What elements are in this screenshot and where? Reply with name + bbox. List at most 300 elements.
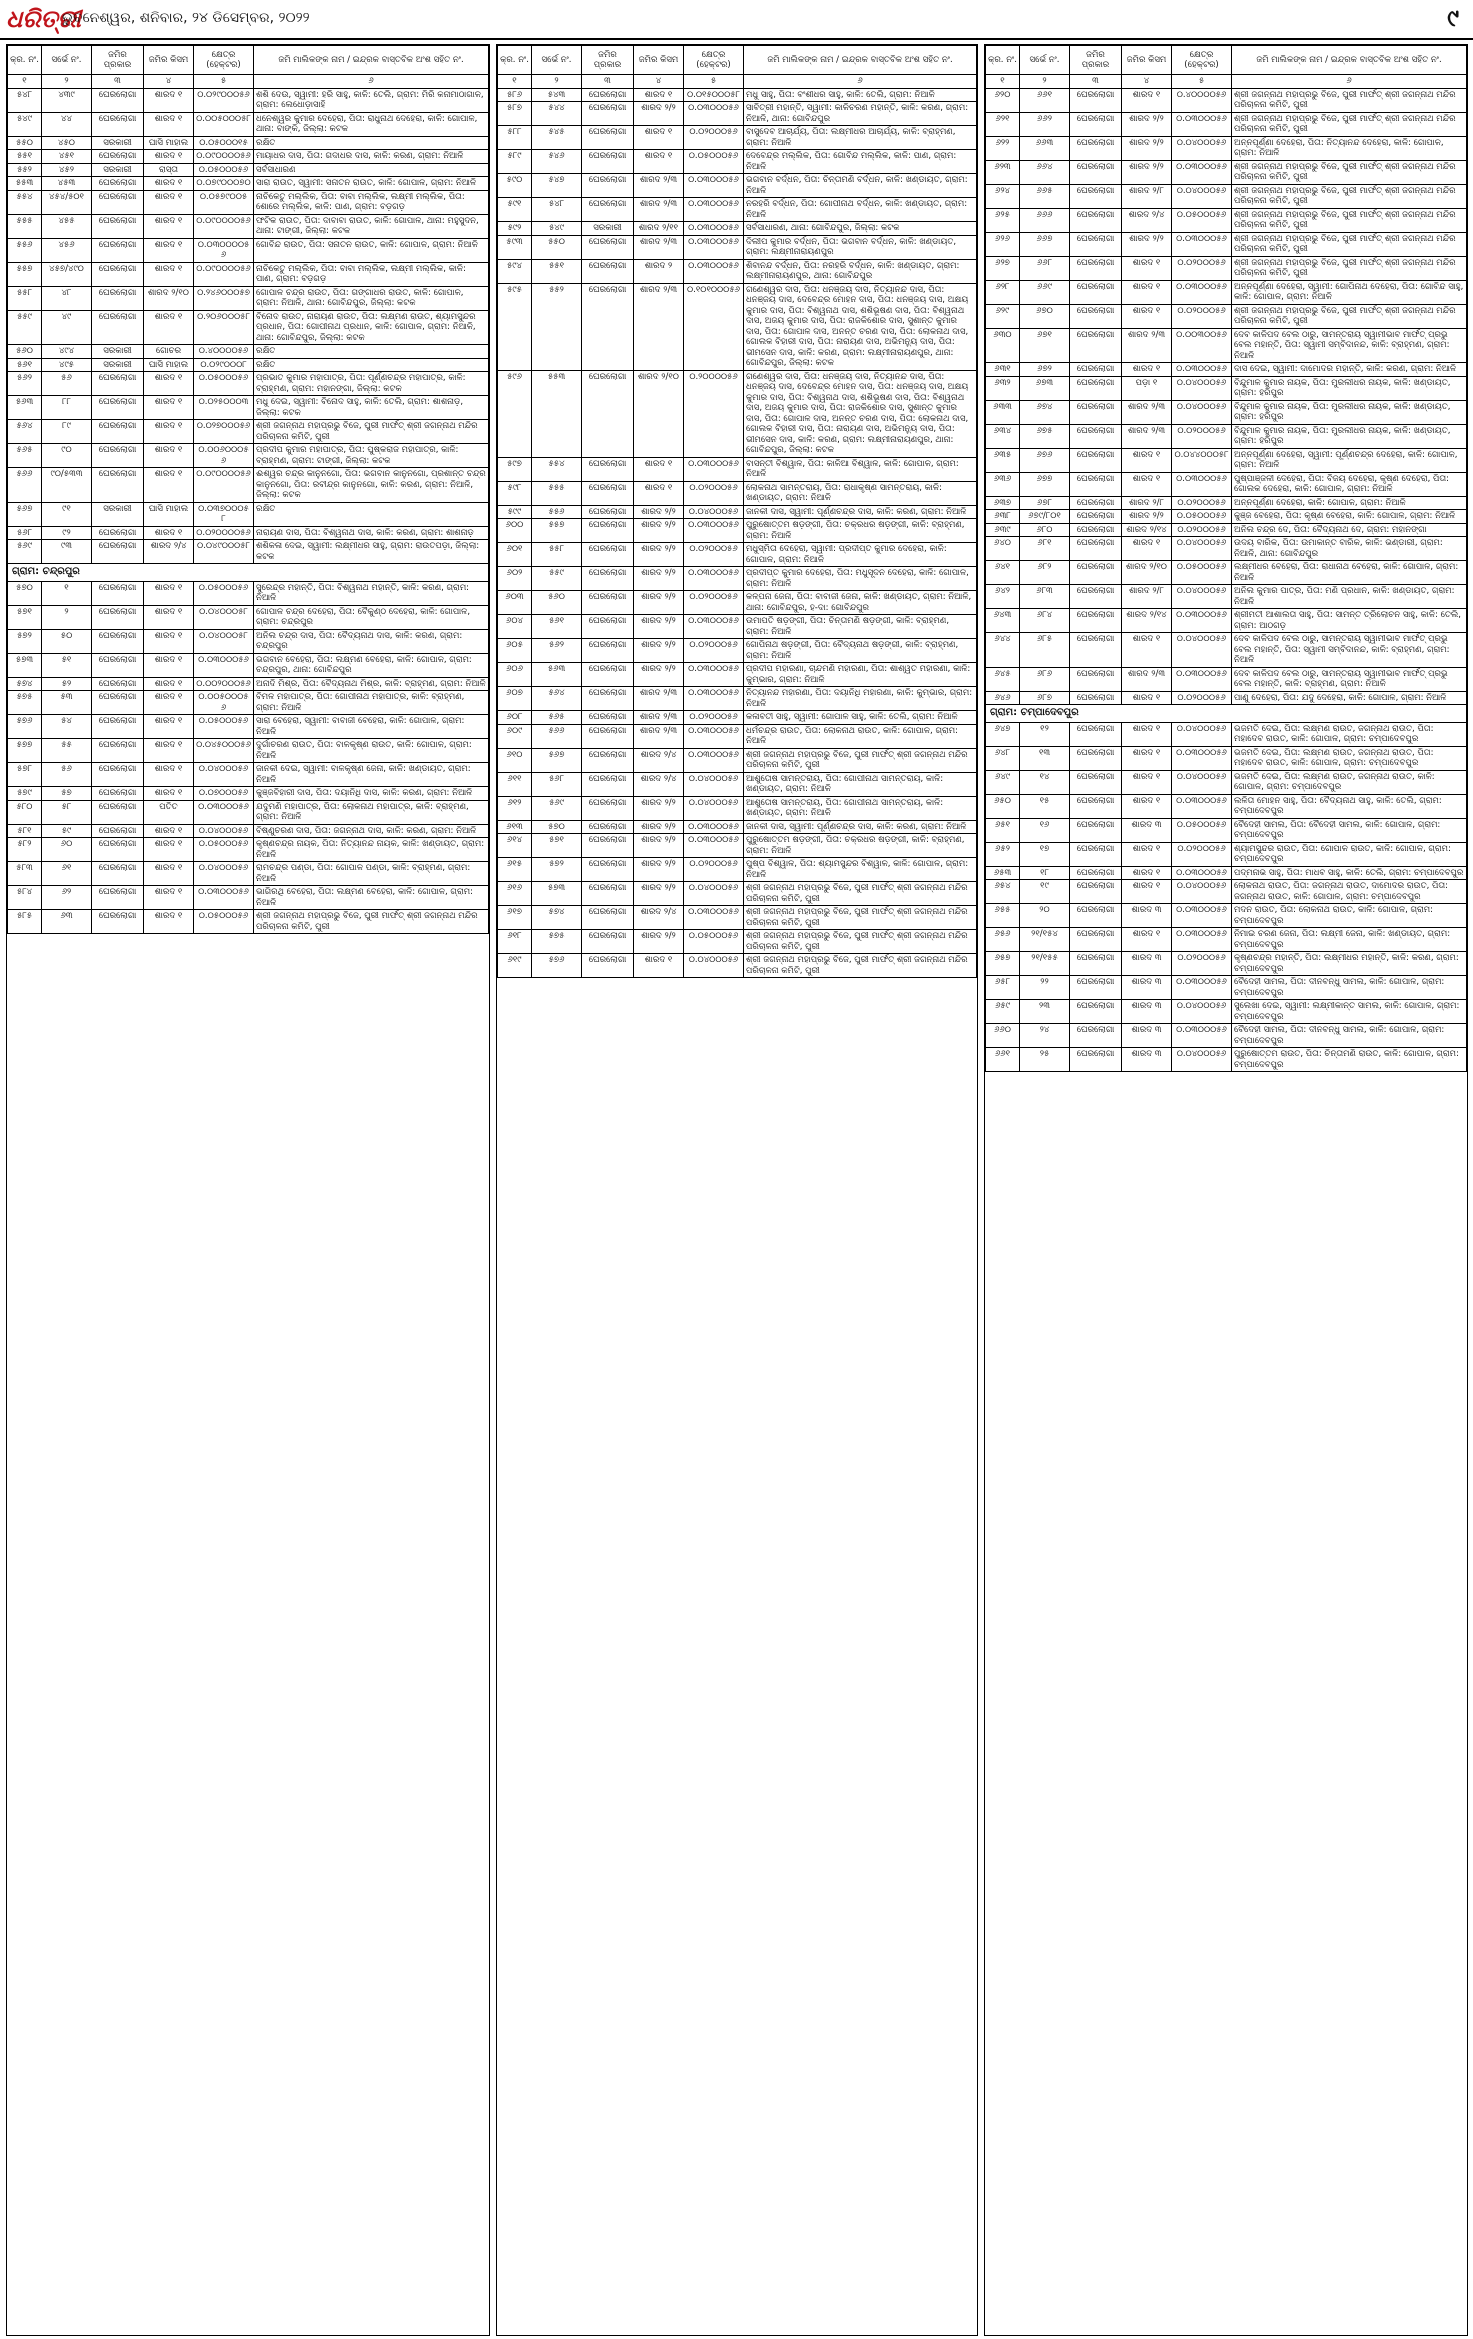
row-land-class: ଶାରଦ ୧ [144, 396, 194, 420]
row-land-type: ଘେରଲୋଗା [582, 954, 634, 978]
table-row [498, 748, 977, 772]
row-area: ୦.୪୦୦୦୦୫୬ [1172, 88, 1232, 112]
row-area: ୦.୦୩୦୦୦୫୬ [1172, 976, 1232, 1000]
row-plot: ୫୫୪ [532, 457, 582, 481]
row-owner: ଦେବ କାଳିପଦ ବେଲ ଠାରୁ, ସାମନ୍ତରାୟ ସ୍ୱାମୀଭାବ ମାର୍ଫତ୍ ପ୍ରଭୁ ବେଲ ମହାନ୍ତି, କାଳି: ବ୍ରାହ୍ମଣ, ଗ୍ରାମ: ନିଆଳି [1232, 667, 1467, 691]
row-land-class: ଶାରଦ ୨/୨ [634, 505, 684, 519]
row-owner: ଗୋପାଳ ଚନ୍ଦ୍ର ଦେହେରା, ପିତା: ବୈକୁଣ୍ଠ ଦେହେରା, କାଳି: ଗୋପାଳ, ଗ୍ରାମ: ଚନ୍ଦ୍ରପୁର [254, 605, 489, 629]
row-owner: ଆଶୁତୋଷ ସାମନ୍ତରାୟ, ପିତା: ଗୋପୀନାଥ ସାମନ୍ତରାୟ, କାଳି: ଖଣ୍ଡାୟତ, ଗ୍ରାମ: ନିଆଳି [744, 772, 977, 796]
table-row [498, 954, 977, 978]
row-land-type: ଘେରଲୋଗା [582, 235, 634, 259]
row-area: ୦.୦୩୭୦୦୦୫୮ [194, 502, 254, 526]
row-land-type: ଘେରଲୋଗା [582, 834, 634, 858]
row-area: ୦.୦୨୦୦୦୫୬ [684, 126, 744, 150]
table-row [986, 537, 1467, 561]
row-area: ୦.୦୫୦୦୦୫୬ [194, 838, 254, 862]
row-area: ୦.୦୩୦୦୦୫୬ [1172, 904, 1232, 928]
row-plot: ୫୦ [42, 629, 92, 653]
row-serial: ୬୧୧ [498, 772, 532, 796]
row-plot: ୫୬୮ [532, 772, 582, 796]
row-owner: ଧର୍ମଚନ୍ଦ୍ର ରାଉତ, ପିତା: ଲୋକନାଥ ରାଉତ, କାଳି: ଗୋପାଳ, ଗ୍ରାମ: ନିଆଳି [744, 724, 977, 748]
row-land-class: ଶାରଦ ୧ [144, 88, 194, 112]
row-serial: ୫୬୦ [8, 345, 42, 359]
row-plot: ୨୧/୧୫୪ [1020, 928, 1070, 952]
row-land-type: ଘେରଲୋଗା [1070, 1048, 1122, 1072]
column-3 [984, 44, 1468, 2336]
row-land-type: ଘେରଲୋଗା [582, 126, 634, 150]
row-owner: ପଦ୍ମନାଭ ସାହୁ, ପିତା: ମାଧବ ସାହୁ, କାଳି: ତେଲି, ଗ୍ରାମ: ଚମ୍ପାଦେବପୁର [1232, 866, 1467, 880]
row-serial: ୬୦୩ [498, 591, 532, 615]
table-row [8, 112, 489, 136]
row-owner: ପୁରୁଷୋତ୍ତମ ଷଡ଼ଙ୍ଗୀ, ପିତା: ଚକ୍ରଧର ଷଡ଼ଙ୍ଗୀ, କାଳି: ବ୍ରାହ୍ମଣ, ଗ୍ରାମ: ନିଆଳି [744, 834, 977, 858]
row-owner: ଜାନକୀ ଦାସ, ସ୍ୱାମୀ: ପୂର୍ଣ୍ଣଚନ୍ଦ୍ର ଦାସ, କାଳି: କରଣ, ଗ୍ରାମ: ନିଆଳି [744, 820, 977, 834]
row-land-class: ଶାରଦ ୧ [1122, 866, 1172, 880]
row-serial: ୫୮୪ [8, 886, 42, 910]
row-owner: ଦିଲୀପ କୁମାର ବର୍ଦ୍ଧନ, ପିତା: ଭଗବାନ ବର୍ଦ୍ଧନ, କାଳି: ଖଣ୍ଡାୟତ, ଗ୍ରାମ: ଲକ୍ଷ୍ମୀନାରାୟଣପୁର [744, 235, 977, 259]
row-land-class: ଶାରଦ ୨/୨ [1122, 112, 1172, 136]
row-land-class: ଶାରଦ ୧ [1122, 633, 1172, 668]
table-row [8, 910, 489, 934]
header-land-class: ଜମିର କିସମ [1122, 46, 1172, 75]
row-land-type: ଘେରଲୋଗା [1070, 472, 1122, 496]
row-land-class: ଶାରଦ ୧ [144, 763, 194, 787]
row-land-type: ଘେରଲୋଗା [1070, 904, 1122, 928]
row-owner: ନିତ୍ୟାନନ୍ଦ ମହାରଣା, ପିତା: ଦୟାନିଧି ମହାରଣା, କାଳି: କୁମ୍ଭାର, ଗ୍ରାମ: ନିଆଳି [744, 687, 977, 711]
row-serial: ୫୫୩ [8, 177, 42, 191]
village-heading-row [986, 705, 1467, 723]
row-plot: ୫୬୯ [532, 796, 582, 820]
row-serial: ୬୩୬ [986, 472, 1020, 496]
table-row [986, 866, 1467, 880]
row-plot: ୫୭୦ [532, 820, 582, 834]
row-plot: ୧୮ [1020, 866, 1070, 880]
table-row [986, 794, 1467, 818]
land-table [985, 45, 1467, 1072]
row-plot: ୫୪୬ [532, 150, 582, 174]
row-serial: ୬୫୨ [986, 842, 1020, 866]
table-row [986, 904, 1467, 928]
table-row [498, 796, 977, 820]
header-index: ୨ [532, 75, 582, 89]
row-area: ୦.୦୯୦୦୦୦୫୬ [194, 468, 254, 503]
row-serial: ୫୯୩ [498, 235, 532, 259]
row-owner: ନରହରି ବର୍ଦ୍ଧନ, ପିତା: ଗୋପୀନାଥ ବର୍ଦ୍ଧନ, କାଳି: ଖଣ୍ଡାୟତ, ଗ୍ରାମ: ନିଆଳି [744, 198, 977, 222]
header-sl: କ୍ର. ନଂ. [8, 46, 42, 75]
row-owner: ଅନିଲ ଚନ୍ଦ୍ର ଦାସ, ପିତା: ବୈଦ୍ୟନାଥ ଦାସ, କାଳି: କରଣ, ଗ୍ରାମ: ଚନ୍ଦ୍ରପୁର [254, 629, 489, 653]
table-row [498, 567, 977, 591]
row-area: ୦.୦୫୭୯୦୦୫ [194, 190, 254, 214]
row-land-type: ଘେରଲୋଗା [92, 605, 144, 629]
row-plot: ୫୪ [42, 715, 92, 739]
row-owner: ଅନିଲ କୁମାର ପାତ୍ର, ପିତା: ମଣି ପ୍ରଧାନ, କାଳି: ଖଣ୍ଡାୟତ, ଗ୍ରାମ: ନିଆଳି [1232, 585, 1467, 609]
row-land-class: ଶାରଦ ୧ [1122, 537, 1172, 561]
row-owner: ରକ୍ଷିତ [254, 345, 489, 359]
row-owner: ଅନାଦି ମିଶ୍ର, ପିତା: ବୈଦ୍ୟନାଥ ମିଶ୍ର, କାଳି: ବ୍ରାହ୍ମଣ, ଗ୍ରାମ: ନିଆଳି [254, 677, 489, 691]
row-land-class: ଶାରଦ ୧ [634, 88, 684, 102]
row-owner: ଶ୍ରୀ ଜଗନ୍ନାଥ ମହାପ୍ରଭୁ ବିଜେ, ପୁରୀ ମାର୍ଫତ୍ ଶ୍ରୀ ଜଗନ୍ନାଥ ମନ୍ଦିର ପରିଚାଳନା କମିଟି, ପୁରୀ [1232, 160, 1467, 184]
row-area: ୦.୦୨୯୦୦୦୫୬ [194, 88, 254, 112]
row-area: ୦.୦୩୦୦୦୫୬ [684, 615, 744, 639]
row-land-type: ଘେରଲୋଗା [92, 444, 144, 468]
row-owner: ପ୍ରଭାତ କୁମାର ମହାପାତ୍ର, ପିତା: ପୂର୍ଣ୍ଣଚନ୍ଦ୍ର ମହାପାତ୍ର, କାଳି: ବ୍ରାହ୍ମଣ, ଗ୍ରାମ: ମହାନଙ୍ଗା, ଜିଲ୍ଲା: କଟକ [254, 372, 489, 396]
row-owner: ବିନ୍ଦୁମାଳ କୁମାର ନାୟକ, ପିତା: ମୁରଲୀଧର ନାୟକ, କାଳି: ଖଣ୍ଡାୟତ, ଗ୍ରାମ: ହରିପୁର [1232, 400, 1467, 424]
row-land-class: ଶାରଦ ୧ [1122, 722, 1172, 746]
row-land-class: ଶାରଦ ୧ [1122, 770, 1172, 794]
row-serial: ୫୪୯ [8, 112, 42, 136]
row-plot: ୪୯ [42, 310, 92, 345]
row-owner: ପୁରୁଷୋତ୍ତମ ଷଡ଼ଙ୍ଗୀ, ପିତା: ଚକ୍ରଧର ଷଡ଼ଙ୍ଗୀ, କାଳି: ବ୍ରାହ୍ମଣ, ଗ୍ରାମ: ନିଆଳି [744, 519, 977, 543]
row-land-class: ଶାରଦ ୧ [1122, 746, 1172, 770]
row-land-type: ଘେରଲୋଗା [582, 198, 634, 222]
row-plot: ୪୫୫ [42, 214, 92, 238]
row-owner: ଶଶି ଦେଉ, ସ୍ୱାମୀ: ହରି ସାହୁ, କାଳି: ତେଲି, ଗ୍ରାମ: ମିରି କନାମାଠାଗାଳ, ଗ୍ରାମ: ଲେଧୋଡ଼ାସାହି [254, 88, 489, 112]
row-plot: ୫୩ [42, 691, 92, 715]
row-area: ୦.୦୪୦୦୦୫୬ [1172, 585, 1232, 609]
row-area: ୦.୦୪୪୦୦୦୫୮ [1172, 448, 1232, 472]
row-serial: ୫୮୧ [8, 824, 42, 838]
table-row [8, 468, 489, 503]
row-owner: ରକ୍ଷିତ [254, 358, 489, 372]
row-land-class: ଶାରଦ ୧ [144, 444, 194, 468]
row-serial: ୬୫୮ [986, 976, 1020, 1000]
row-land-class: ଗୋଚର [144, 345, 194, 359]
row-area: ୦.୦୦୬୦୦୦୫୬ [194, 444, 254, 468]
row-land-type: ଘେରଲୋଗା [1070, 184, 1122, 208]
row-area: ୦.୦୩୦୦୦୫୬ [684, 748, 744, 772]
table-row [498, 126, 977, 150]
row-area: ୦.୦୦୫୦୦୦୫୬ [194, 691, 254, 715]
row-land-class: ଶାରଦ ୨/୮ [1122, 585, 1172, 609]
row-serial: ୫୭୯ [8, 787, 42, 801]
row-land-class: ଶାରଦ ୧ [144, 605, 194, 629]
row-plot: ୧ [42, 581, 92, 605]
header-index: ୪ [634, 75, 684, 89]
row-plot: ୫୭ [42, 787, 92, 801]
row-land-class: ଶାରଦ ୨/୨ [634, 796, 684, 820]
row-owner: ଲୋକନାଥ ରାଉତ, ପିତା: ଜଗନ୍ନାଥ ରାଉତ, ଦାମୋଦର ରାଉତ, ପିତା: ଜଗନ୍ନାଥ ରାଉତ, କାଳି: ଗୋପାଳ, ଗ୍ରାମ: ଚମ୍ପାଦେବପୁର [1232, 880, 1467, 904]
row-owner: ଜାନକୀ ଦେଇ, ସ୍ୱାମୀ: ବାଳକୃଷ୍ଣ ଜେନା, କାଳି: ଖଣ୍ଡାୟତ, ଗ୍ରାମ: ନିଆଳି [254, 763, 489, 787]
header-index: ୧ [498, 75, 532, 89]
row-area: ୦.୦୩୦୦୦୫୬ [684, 567, 744, 591]
row-plot: ୪୫୧ [42, 150, 92, 164]
land-table [7, 45, 489, 934]
row-plot: ୨୫ [1020, 1048, 1070, 1072]
row-land-type: ଘେରଲୋଗା [1070, 537, 1122, 561]
row-land-class: ଶାରଦ ୨/୨ [634, 834, 684, 858]
table-row [498, 259, 977, 283]
row-land-type: ଘେରଲୋଗା [92, 677, 144, 691]
row-land-type: ଘେରଲୋଗା [582, 930, 634, 954]
row-land-class: ଶାରଦ ୨/୩ [634, 711, 684, 725]
row-plot: ୫୫୧ [532, 259, 582, 283]
row-serial: ୫୮୨ [8, 838, 42, 862]
row-serial: ୬୨୫ [986, 208, 1020, 232]
row-owner: ଗଣେଶ୍ୱର ଦାସ, ପିତା: ଧନଞ୍ଜୟ ଦାସ, ନିତ୍ୟାନନ୍ଦ ଦାସ, ପିତା: ଧନଞ୍ଜୟ ଦାସ, ଦେବେନ୍ଦ୍ର ମୋହନ ଦାସ, ପିତା: ଧନଞ୍ଜୟ ଦାସ, ଅକ୍ଷୟ କୁମାର ଦାସ, ପିତା: ବିଶ୍ୱନାଥ ଦାସ, ଶଶିଭୂଷଣ ଦାସ, ପିତା: ବିଶ୍ୱନାଥ ଦାସ, ଅଜୟ କୁମାର ଦାସ, ପିତା: ରାଜକିଶୋର ଦାସ, ସୁଶାନ୍ତ କୁମାର ଦାସ, ପିତା: ଗୋପାଳ ଦାସ, ଅନନ୍ତ ଚରଣ ଦାସ, ପିତା: ଲୋକନାଥ ଦାସ, ଗୋଲକ ବିହାରୀ ଦାସ, ପିତା: ନାରାୟଣ ଦାସ, ଅଭିମନ୍ୟୁ ଦାସ, ପିତା: ଭୀମସେନ ଦାସ, କାଳି: କରଣ, ଗ୍ରାମ: ଲକ୍ଷ୍ମୀନାରାୟଣପୁର, ଥାନା: ଗୋବିନ୍ଦପୁର, ଜିଲ୍ଲା: କଟକ [744, 283, 977, 370]
header-index: ୧ [8, 75, 42, 89]
row-owner: ଦାସ ଦେଇ, ସ୍ୱାମୀ: ଦାମୋଦର ମହାନ୍ତି, କାଳି: କରଣ, ଗ୍ରାମ: ନିଆଳି [1232, 363, 1467, 377]
row-plot: ୯୧ [42, 502, 92, 526]
table-row [986, 304, 1467, 328]
row-serial: ୫୭୪ [8, 677, 42, 691]
row-owner: ଶ୍ରୀ ଜଗନ୍ନାଥ ମହାପ୍ରଭୁ ବିଜେ, ପୁରୀ ମାର୍ଫତ୍ ଶ୍ରୀ ଜଗନ୍ନାଥ ମନ୍ଦିର ପରିଚାଳନା କମିଟି, ପୁରୀ [1232, 208, 1467, 232]
row-serial: ୬୨୮ [986, 280, 1020, 304]
row-land-class: ଶାରଦ ୩ [1122, 952, 1172, 976]
row-plot: ୬୮୨ [1020, 561, 1070, 585]
row-land-class: ଶାରଦ ୨/୨ [1122, 232, 1172, 256]
row-land-class: ଶାରଦ ୨/୪ [634, 772, 684, 796]
row-serial: ୫୬୭ [8, 502, 42, 526]
row-serial: ୬୦୭ [498, 687, 532, 711]
row-serial: ୬୨୩ [986, 160, 1020, 184]
row-land-type: ଘେରଲୋଗା [582, 259, 634, 283]
row-area: ୦.୦୩୦୦୦୫୬ [1172, 280, 1232, 304]
row-serial: ୬୩୪ [986, 424, 1020, 448]
row-serial: ୬୫୪ [986, 880, 1020, 904]
row-land-type: ଘେରଲୋଗା [92, 150, 144, 164]
table-row [986, 328, 1467, 363]
row-area: ୦.୦୨୦୦୦୦୫୬ [194, 526, 254, 540]
row-owner: ବିଷ୍ଣୁଚରଣ ଦାସ, ପିତା: ଜଗନ୍ନାଥ ଦାସ, କାଳି: କରଣ, ଗ୍ରାମ: ନିଆଳି [254, 824, 489, 838]
table-row [986, 561, 1467, 585]
row-area: ୦.୦୩୦୦୦୫୬ [684, 724, 744, 748]
row-serial: ୫୮୦ [8, 800, 42, 824]
row-plot: ୬୮୩ [1020, 585, 1070, 609]
header-index: ୩ [1070, 75, 1122, 89]
row-area: ୦.୦୪୦୦୦୫୬ [684, 954, 744, 978]
row-plot: ୪୫୩ [42, 177, 92, 191]
table-row [498, 882, 977, 906]
row-land-type: ସରକାରୀ [92, 345, 144, 359]
row-land-class: ଶାରଦ ୧ [634, 457, 684, 481]
row-area: ୦.୦୩୦୦୦୫୬ [1172, 160, 1232, 184]
row-owner: ସାରା ବେହେରା, ସ୍ୱାମୀ: ବାବାଜୀ ବେହେରା, କାଳି: ଗୋପାଳ, ଗ୍ରାମ: ନିଆଳି [254, 715, 489, 739]
row-area: ୦.୦୨୦୦୦୫୬ [684, 858, 744, 882]
row-land-type: ଘେରଲୋଗା [582, 591, 634, 615]
row-land-type: ଘେରଲୋଗା [582, 639, 634, 663]
row-serial: ୫୫୨ [8, 163, 42, 177]
row-serial: ୬୦୬ [498, 663, 532, 687]
row-land-class: ଶାରଦ ୧ [1122, 691, 1172, 705]
row-land-type: ଘେରଲୋଗା [1070, 510, 1122, 524]
row-plot: ୪୯୪ [42, 345, 92, 359]
row-plot: ୯୦ [42, 444, 92, 468]
row-area: ୦.୦୪୫୦୦୦୫୬ [194, 739, 254, 763]
row-plot: ୫୬ [42, 763, 92, 787]
row-area: ୦.୦୩୦୦୦୫୬ [194, 800, 254, 824]
row-land-class: ଶାରଦ ୨/୨ [634, 858, 684, 882]
row-area: ୦.୦୫୦୦୦୫୬ [684, 150, 744, 174]
row-serial: ୫୮୮ [498, 126, 532, 150]
row-plot: ୬୮୦ [1020, 523, 1070, 537]
row-plot: ୬୦ [42, 838, 92, 862]
column-1 [6, 44, 490, 2336]
row-owner: ସର୍ବସାଧାରଣ, ଥାନା: ଗୋବିନ୍ଦପୁର, ଜିଲ୍ଲା: କଟକ [744, 222, 977, 236]
row-serial: ୬୩୩ [986, 400, 1020, 424]
row-plot: ୪୩୯ [42, 88, 92, 112]
row-land-type: ଘେରଲୋଗା [92, 800, 144, 824]
row-serial: ୫୪୮ [8, 88, 42, 112]
row-serial: ୫୬୫ [8, 444, 42, 468]
row-land-type: ଘେରଲୋଗା [1070, 448, 1122, 472]
row-plot: ୬୬୭ [1020, 232, 1070, 256]
row-land-type: ଘେରଲୋଗା [92, 715, 144, 739]
row-area: ୦.୦୪୦୦୦୫୬ [1172, 376, 1232, 400]
row-land-class: ଶାରଦ ୧ [1122, 363, 1172, 377]
row-area: ୦.୦୪୦୦୦୫୬ [1172, 633, 1232, 668]
row-plot: ୬୬୯ [1020, 280, 1070, 304]
row-plot: ୬୭୨ [1020, 363, 1070, 377]
table-row [8, 310, 489, 345]
row-owner: ଈଶ୍ୱର ଚନ୍ଦ୍ର କାନୁନଗୋ, ପିତା: ଭଗବାନ କାନୁନଗୋ, ପ୍ରଶାନ୍ତ ଚନ୍ଦ୍ର କାନୁନଗୋ, ପିତା: ରବୀନ୍ଦ୍ର କାନୁନଗୋ, କାଳି: କରଣ, ଗ୍ରାମ: ନିଆଳି, ଜିଲ୍ଲା: କଟକ [254, 468, 489, 503]
table-row [986, 1000, 1467, 1024]
page-number: ୯ [1447, 4, 1459, 32]
row-plot: ୫୪୮ [532, 198, 582, 222]
row-plot: ୨୨ [1020, 976, 1070, 1000]
row-area: ୦.୦୩୦୦୦୫୬ [1172, 928, 1232, 952]
row-land-type: ଘେରଲୋଗା [582, 481, 634, 505]
row-land-class: ଶାରଦ ୧ [1122, 256, 1172, 280]
row-area: ୦.୦୨୦୦୦୫୬ [684, 481, 744, 505]
row-land-type: ଘେରଲୋଗା [92, 739, 144, 763]
row-plot: ୧୬ [1020, 818, 1070, 842]
table-row [986, 842, 1467, 866]
row-land-class: ଶାରଦ ୧ [1122, 842, 1172, 866]
row-area: ୦.୦୨୦୦୦୫୬ [1172, 304, 1232, 328]
row-land-type: ଘେରଲୋଗା [1070, 1000, 1122, 1024]
row-area: ୦.୦୫୦୦୦୫୬ [194, 372, 254, 396]
row-owner: ଗୋପାଳ ଚନ୍ଦ୍ର ରାଉତ, ପିତା: ଗଙ୍ଗାଧର ରାଉତ, କାଳି: ଗୋପାଳ, ଗ୍ରାମ: ନିଆଳି, ଥାନା: ଗୋବିନ୍ଦପୁର, ଜିଲ୍ଲା: କଟକ [254, 286, 489, 310]
row-plot: ୯୦/୫୩୩ [42, 468, 92, 503]
row-plot: ୨୪ [1020, 1024, 1070, 1048]
row-land-class: ପଡ଼ା ୧ [1122, 376, 1172, 400]
row-plot: ୬୭୬ [1020, 448, 1070, 472]
table-row [986, 472, 1467, 496]
row-land-class: ଶାରଦ ୧ [144, 190, 194, 214]
row-land-class: ଶାରଦ ୨/୨ [634, 639, 684, 663]
row-serial: ୬୫୬ [986, 928, 1020, 952]
row-serial: ୬୨୨ [986, 136, 1020, 160]
row-serial: ୬୨୭ [986, 256, 1020, 280]
row-serial: ୬୦୧ [498, 543, 532, 567]
row-land-type: ଘେରଲୋଗା [582, 370, 634, 457]
row-land-type: ଘେରଲୋଗା [582, 748, 634, 772]
row-area: ୦.୦୪୯୦୦୦୫୮ [194, 540, 254, 564]
row-area: ୦.୦୩୦୦୦୫୬ [1172, 866, 1232, 880]
row-serial: ୬୫୩ [986, 866, 1020, 880]
row-owner: ପ୍ରଦୀପ ମହାରଣା, ଚାନ୍ଦମଣି ମହାରଣା, ପିତା: ଶାଶ୍ୱତ ମହାରଣା, କାଳି: କୁମ୍ଭାର, ଗ୍ରାମ: ନିଆଳି [744, 663, 977, 687]
row-area: ୦.୦୩୦୦୦୫୬ [1172, 667, 1232, 691]
row-land-class: ଶାରଦ ୨/୪ [1122, 208, 1172, 232]
row-land-type: ଘେରଲୋଗା [582, 519, 634, 543]
row-serial: ୫୯୬ [498, 370, 532, 457]
row-plot: ୬୬୨ [1020, 112, 1070, 136]
row-plot: ୬୭୯/୮୦୧ [1020, 510, 1070, 524]
row-land-class: ଶାରଦ ୨/୩ [1122, 400, 1172, 424]
row-serial: ୬୦୫ [498, 639, 532, 663]
row-serial: ୬୪୮ [986, 746, 1020, 770]
row-plot: ୬୬୮ [1020, 256, 1070, 280]
row-land-type: ସରକାରୀ [92, 136, 144, 150]
row-serial: ୫୬୯ [8, 540, 42, 564]
row-owner: କଳ୍ପନା ଜେନା, ପିତା: ବାବାଜୀ ଜେନା, କାଳି: ଖଣ୍ଡାୟତ, ଗ୍ରାମ: ନିଆଳି, ଥାନା: ଗୋବିନ୍ଦପୁର, ହ-ଦା: ଗୋବିନ୍ଦପୁର [744, 591, 977, 615]
row-area: ୦.୦୩୦୦୦୫୬ [684, 174, 744, 198]
row-plot: ୨ [42, 605, 92, 629]
row-owner: ଶ୍ରୀ ଜଗନ୍ନାଥ ମହାପ୍ରଭୁ ବିଜେ, ପୁରୀ ମାର୍ଫତ୍ ଶ୍ରୀ ଜଗନ୍ନାଥ ମନ୍ଦିର ପରିଚାଳନା କମିଟି, ପୁରୀ [744, 748, 977, 772]
table-row [8, 444, 489, 468]
row-land-class: ଶାରଦ ୧ [144, 677, 194, 691]
row-serial: ୫୫୫ [8, 214, 42, 238]
table-row [498, 88, 977, 102]
row-serial: ୫୭୫ [8, 691, 42, 715]
row-land-class: ଶାରଦ ୧ [1122, 448, 1172, 472]
row-plot: ୫୪୫ [532, 126, 582, 150]
header-sl: କ୍ର. ନଂ. [986, 46, 1020, 75]
row-serial: ୬୪୪ [986, 633, 1020, 668]
row-owner: ଅନ୍ନପୂର୍ଣ୍ଣା ଦେହେରା, କାଳି: ଗୋପାଳ, ଗ୍ରାମ: ନିଆଳି [1232, 496, 1467, 510]
row-serial: ୬୩୦ [986, 328, 1020, 363]
row-serial: ୬୨୧ [986, 112, 1020, 136]
table-row [986, 496, 1467, 510]
row-land-type: ଘେରଲୋଗା [92, 262, 144, 286]
row-land-type: ଘେରଲୋଗା [1070, 523, 1122, 537]
row-owner: ବୈଦେହୀ ସାମଲ, ପିତା: ଦୀନବନ୍ଧୁ ସାମଲ, କାଳି: ଗୋପାଳ, ଗ୍ରାମ: ଚମ୍ପାଦେବପୁର [1232, 976, 1467, 1000]
row-land-class: ଶାରଦ ୨/୩ [1122, 667, 1172, 691]
row-owner: ଫଟିକ ରାଉତ, ପିତା: ଦାବାବା ରାଉତ, କାଳି: ଗୋପାଳ, ଥାନା: ମହୁସୁଦନ, ଥାନା: ଟାଙ୍ଗୀ, ଜିଲ୍ଲା: କଟକ [254, 214, 489, 238]
row-land-class: ଶାରଦ ୩ [1122, 1048, 1172, 1072]
row-land-type: ଘେରଲୋଗା [582, 102, 634, 126]
row-land-class: ଶାରଦ ୧ [144, 787, 194, 801]
row-plot: ୫୬ [42, 372, 92, 396]
table-row [986, 1024, 1467, 1048]
row-plot: ୬୬୫ [1020, 184, 1070, 208]
row-owner: ଶ୍ରୀ ଜଗନ୍ନାଥ ମହାପ୍ରଭୁ ବିଜେ, ପୁରୀ ମାର୍ଫତ୍ ଶ୍ରୀ ଜଗନ୍ନାଥ ମନ୍ଦିର ପରିଚାଳନା କମିଟି, ପୁରୀ [744, 954, 977, 978]
row-owner: ଅନ୍ନପୂର୍ଣ୍ଣା ଦେହେରା, ସ୍ୱାମୀ: ପୂର୍ଣ୍ଣଚନ୍ଦ୍ର ଦେହେରା, କାଳି: ଗୋପାଳ, ଗ୍ରାମ: ନିଆଳି [1232, 448, 1467, 472]
row-serial: ୫୬୨ [8, 372, 42, 396]
table-row [986, 232, 1467, 256]
row-land-class: ଶାରଦ ୨/୨ [1122, 136, 1172, 160]
village-heading-row [8, 564, 489, 582]
row-owner: ଜାନକୀ ଦାସ, ସ୍ୱାମୀ: ପୂର୍ଣ୍ଣଚନ୍ଦ୍ର ଦାସ, କାଳି: କରଣ, ଗ୍ରାମ: ନିଆଳି [744, 505, 977, 519]
row-land-class: ଶାରଦ ୧ [144, 862, 194, 886]
row-owner: ମଧୁ ଦେଇ, ସ୍ୱାମୀ: ବିନୋଦ ସାହୁ, କାଳି: ତେଲି, ଗ୍ରାମ: ଶାଶନାଡ଼, ଜିଲ୍ଲା: କଟକ [254, 396, 489, 420]
row-owner: ଲଳିତା ମୋହନ ସାହୁ, ପିତା: ବୈଦ୍ୟନାଥ ସାହୁ, କାଳି: ତେଲି, ଗ୍ରାମ: ଚମ୍ପାଦେବପୁର [1232, 794, 1467, 818]
row-area: ୦.୦୨୦୦୦୫୬ [1172, 256, 1232, 280]
row-area: ୦.୦୭୦୦୦୫୬ [194, 787, 254, 801]
row-serial: ୫୮୩ [8, 862, 42, 886]
row-area: ୦.୦୪୦୦୦୫୬ [684, 796, 744, 820]
row-area: ୦.୦୫୦୦୦୫୬ [1172, 561, 1232, 585]
row-area: ୦.୦୨୦୦୦୫୬ [684, 543, 744, 567]
row-area: ୦.୦୨୦୦୦୫୬ [1172, 523, 1232, 537]
row-land-type: ଘେରଲୋଗା [1070, 280, 1122, 304]
row-plot: ୫୭୧ [532, 834, 582, 858]
row-land-class: ଶାରଦ ୧ [144, 526, 194, 540]
row-land-class: ଶାରଦ ୨/୨ [634, 102, 684, 126]
table-row [498, 711, 977, 725]
row-plot: ୬୮୭ [1020, 691, 1070, 705]
row-owner: ପ୍ରଦୀପ୍ତ କୁମାର ଦେହେରା, ପିତା: ମଧୁସୂଦନ ଦେହେରା, କାଳି: ଗୋପାଳ, ଗ୍ରାମ: ନିଆଳି [744, 567, 977, 591]
table-body [8, 88, 489, 934]
row-area: ୦.୦୩୦୦୦୫୬ [684, 198, 744, 222]
row-plot: ୫୪୭ [532, 174, 582, 198]
row-land-class: ଶାରଦ ୧ [1122, 88, 1172, 112]
row-area: ୦.୦୯୦୦୦୦୫୬ [194, 150, 254, 164]
row-land-type: ଘେରଲୋଗା [1070, 842, 1122, 866]
newspaper-logo: ଧରିତ୍ରୀ [6, 4, 81, 33]
row-serial: ୬୪୦ [986, 537, 1020, 561]
row-owner: ଶ୍ରୀ ଜଗନ୍ନାଥ ମହାପ୍ରଭୁ ବିଜେ, ପୁରୀ ମାର୍ଫତ୍ ଶ୍ରୀ ଜଗନ୍ନାଥ ମନ୍ଦିର ପରିଚାଳନା କମିଟି, ପୁରୀ [254, 420, 489, 444]
table-row [986, 880, 1467, 904]
